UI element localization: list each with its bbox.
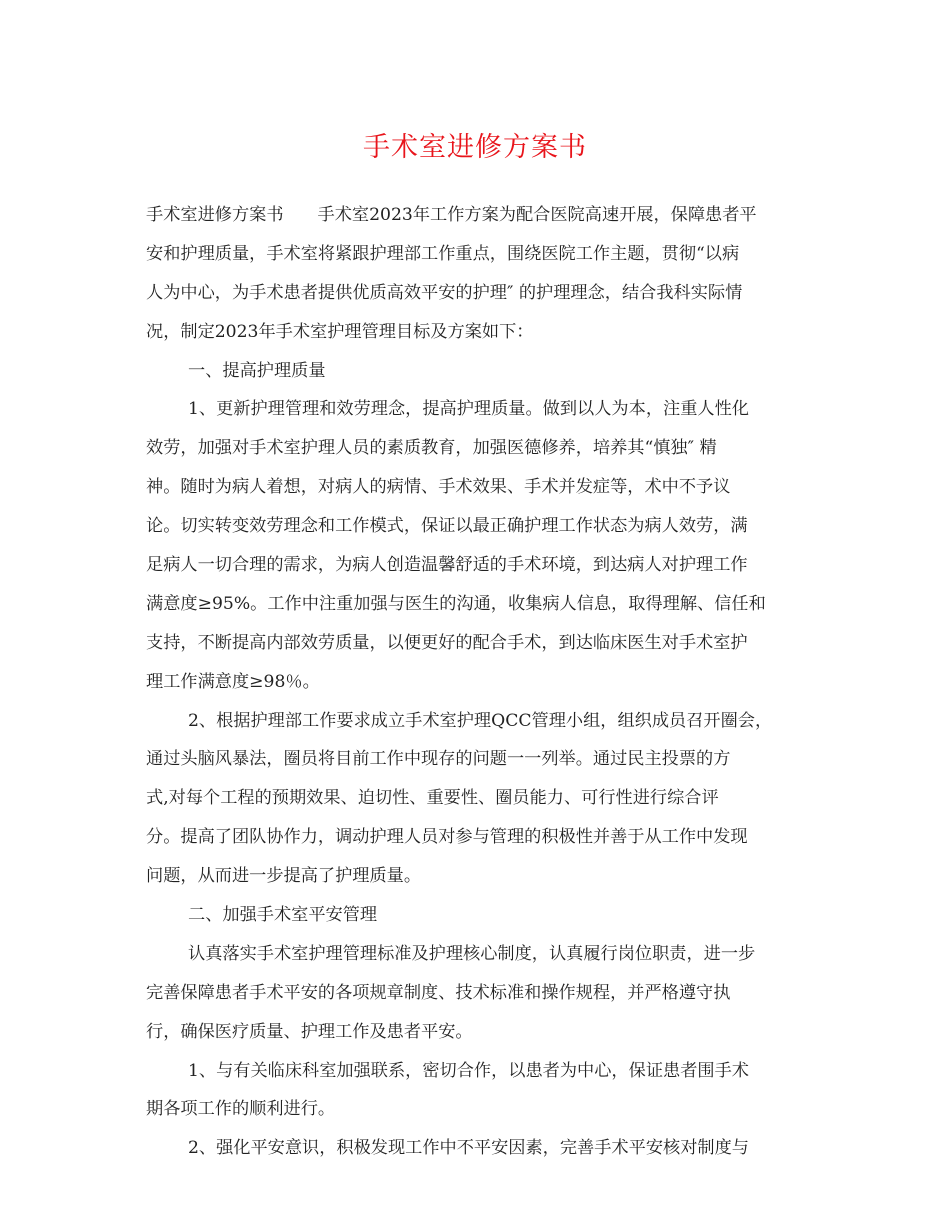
document-title: 手术室进修方案书 (363, 132, 587, 163)
paragraph-line: 论。切实转变效劳理念和工作模式，保证以最正确护理工作状态为病人效劳，满 (146, 516, 748, 537)
paragraph-line: 神。随时为病人着想，对病人的病情、手术效果、手术并发症等，术中不予议 (146, 477, 731, 498)
paragraph-line: 完善保障患者手术平安的各项规章制度、技术标准和操作规程，并严格遵守执 (146, 982, 731, 1003)
intro-inline-heading: 手术室进修方案书 (146, 205, 284, 225)
paragraph-line: 人为中心，为手术患者提供优质高效平安的护理″ 的护理理念，结合我科实际情 (146, 282, 743, 303)
paragraph-line: 问题，从而进一步提高了护理质量。 (146, 866, 422, 887)
intro-line (146, 196, 806, 235)
paragraph-line: 行，确保医疗质量、护理工作及患者平安。 (146, 1021, 473, 1042)
paragraph-line: 期各项工作的顺利进行。 (146, 1099, 336, 1120)
paragraph-line: 式,对每个工程的预期效果、迫切性、重要性、圈员能力、可行性进行综合评 (146, 788, 719, 809)
paragraph-line: 安和护理质量，手术室将紧跟护理部工作重点，围绕医院工作主题，贯彻“以病 (146, 243, 740, 264)
section-heading-safety: 二、加强手术室平安管理 (188, 905, 378, 926)
paragraph-line: 分。提高了团队协作力，调动护理人员对参与管理的积极性并善于从工作中发现 (146, 827, 748, 848)
paragraph-line: 2、强化平安意识，积极发现工作中不平安因素，完善手术平安核对制度与 (188, 1138, 749, 1159)
paragraph-line: 1、与有关临床科室加强联系，密切合作，以患者为中心，保证患者围手术 (188, 1060, 749, 1081)
section-heading-quality: 一、提高护理质量 (188, 360, 326, 381)
paragraph-line: 效劳，加强对手术室护理人员的素质教育，加强医德修养，培养其“慎独″ 精 (146, 438, 717, 459)
document-body (146, 196, 806, 1168)
paragraph-line: 足病人一切合理的需求，为病人创造温馨舒适的手术环境，到达病人对护理工作 (146, 555, 748, 576)
paragraph-line: 满意度≥95%。工作中注重加强与医生的沟通，收集病人信息，取得理解、信任和 (146, 593, 766, 614)
paragraph-line: 2、根据护理部工作要求成立手术室护理QCC管理小组，组织成员召开圈会， (188, 710, 773, 731)
paragraph-line: 通过头脑风暴法，圈员将目前工作中现存的问题一一列举。通过民主投票的方 (146, 749, 731, 770)
paragraph-line: 1、更新护理管理和效劳理念，提高护理质量。做到以人为本，注重人性化 (188, 399, 749, 420)
paragraph-line: 支持，不断提高内部效劳质量，以便更好的配合手术，到达临床医生对手术室护 (146, 632, 748, 653)
paragraph-line: 理工作满意度≥98％。 (146, 671, 320, 692)
intro-first-sentence: 手术室2023年工作方案为配合医院高速开展，保障患者平 (317, 205, 757, 225)
paragraph-line: 认真落实手术室护理管理标准及护理核心制度，认真履行岗位职责，进一步 (188, 943, 756, 964)
paragraph-line: 况，制定2023年手术室护理管理目标及方案如下： (146, 321, 534, 342)
